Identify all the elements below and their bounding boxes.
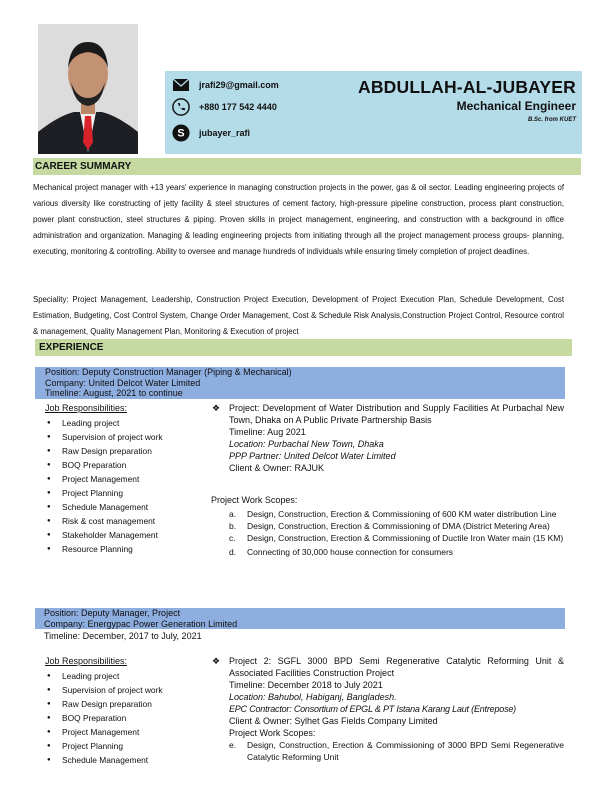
job-2-resp-title: Job Responsibilities:	[45, 656, 128, 666]
list-item: ● Stakeholder Management	[45, 528, 210, 542]
job-1-project-title: Project: Development of Water Distribution and Supply Facilities At Purbachal New Town, Dhaka on A Public Private Partnership Basis	[229, 403, 564, 425]
scope-item: c. Design, Construction, Erection & Commissioning of Ductile Iron Water main (15 KM)	[229, 533, 564, 543]
diamond-bullet-icon: ❖	[212, 403, 221, 413]
job-2-timeline: Timeline: December, 2017 to July, 2021	[44, 631, 202, 641]
skype-icon	[172, 124, 190, 142]
skype-row	[172, 124, 250, 142]
career-summary-heading: CAREER SUMMARY	[33, 158, 581, 175]
job-2-location: Location: Bahubol, Habiganj, Bangladesh.	[229, 692, 397, 702]
job-1-responsibilities	[45, 403, 210, 556]
job-1-location: Location: Purbachal New Town, Dhaka	[229, 439, 384, 449]
scope-item: e. Design, Construction, Erection & Commissioning of 3000 BPD Semi Regenerative Catalytic Reforming Unit	[229, 740, 564, 762]
list-item: ● Supervision of project work	[45, 683, 210, 697]
list-item: ● Project Management	[45, 472, 210, 486]
candidate-role: Mechanical Engineer	[456, 99, 576, 113]
list-item: ● Schedule Management	[45, 753, 210, 767]
scope-item: a. Design, Construction, Erection & Commissioning of 600 KM water distribution Line	[229, 509, 557, 519]
job-2-project-title: Project 2: SGFL 3000 BPD Semi Regenerative Catalytic Reforming Unit & Associated Facilities Construction Project	[229, 656, 564, 678]
email-row	[172, 76, 279, 94]
job-1-client: Client & Owner: RAJUK	[229, 463, 325, 473]
list-item: ● Leading project	[45, 669, 210, 683]
job-1-scopes	[211, 494, 564, 558]
skype-text[interactable]: jubayer_rafi	[199, 128, 251, 138]
header-box	[165, 71, 582, 154]
job-1-header	[35, 367, 565, 399]
diamond-bullet-icon: ❖	[212, 656, 221, 666]
list-item: ● Raw Design preparation	[45, 444, 210, 458]
job-2-responsibilities	[45, 656, 210, 767]
list-item: ● Leading project	[45, 416, 210, 430]
job-1-resp-title: Job Responsibilities:	[45, 403, 128, 413]
list-item: ● BOQ Preparation	[45, 711, 210, 725]
job-2-position: Position: Deputy Manager, Project	[44, 608, 181, 618]
email-text[interactable]: jrafi29@gmail.com	[199, 80, 279, 90]
career-summary-paragraph: Mechanical project manager with +13 years' experience in managing construction projects in the power, gas & oil sector. Leading engineering projects of various diversity like constructing of jetty facility & steel structures of cement factory, high-pressure pipeline construction, process plant construction, power plant construction, steel structures & piping. Proven skills in project management, engineering, and construction with a background in office administration and organization. Managing & leading engineering projects from initiating through all the project management process groups- planning, executing, monitoring & controlling. Ability to oversee and manage hundreds of individuals while ensuring timely completion of project deadlines.	[33, 183, 564, 256]
job-1-project-timeline: Timeline: Aug 2021	[229, 427, 306, 437]
svg-text:S: S	[177, 127, 185, 140]
job-2-company: Company: Energypac Power Generation Limited	[44, 618, 238, 629]
scope-item: d. Connecting of 30,000 house connection for consumers	[229, 547, 454, 557]
job-1-position: Position: Deputy Construction Manager (Piping & Mechanical)	[45, 367, 292, 377]
list-item: ● Project Planning	[45, 739, 210, 753]
job-2-project-timeline: Timeline: December 2018 to July 2021	[229, 680, 383, 690]
job-2-client: Client & Owner: Sylhet Gas Fields Company Limited	[229, 716, 438, 726]
email-icon	[172, 76, 190, 94]
experience-heading: EXPERIENCE	[35, 339, 572, 356]
candidate-degree: B.Sc. from KUET	[527, 117, 576, 123]
list-item: ● Resource Planning	[45, 542, 210, 556]
scope-item: b. Design, Construction, Erection & Commissioning of DMA (District Metering Area)	[229, 521, 550, 531]
job-1-scopes-title: Project Work Scopes:	[211, 495, 298, 505]
job-2-scopes-title: Project Work Scopes:	[229, 728, 316, 738]
speciality-paragraph: Speciality: Project Management, Leadership, Construction Project Execution, Development of Project Execution Plan, Schedule Development, Cost Estimation, Budgeting, Cost Control System, Change Order Management, Cost & Schedule Risk Analysis,Construction Project Control, Resource control & management, Quality Management Plan, Monitoring & Execution of project	[33, 295, 564, 336]
job-1-company: Company: United Delcot Water Limited	[45, 377, 201, 388]
list-item: ● BOQ Preparation	[45, 458, 210, 472]
job-2-header	[35, 608, 565, 629]
job-1-partner: PPP Partner: United Delcot Water Limited	[229, 451, 396, 461]
profile-photo	[38, 24, 138, 154]
job-1-project	[212, 402, 564, 474]
phone-row	[172, 98, 277, 116]
list-item: ● Project Management	[45, 725, 210, 739]
phone-text[interactable]: +880 177 542 4440	[199, 102, 277, 112]
phone-icon	[172, 98, 190, 116]
job-2-project	[212, 655, 564, 763]
list-item: ● Schedule Management	[45, 500, 210, 514]
list-item: ● Supervision of project work	[45, 430, 210, 444]
job-2-partner: EPC Contractor: Consortium of EPGL & PT Istana Karang Laut (Entrepose)	[229, 704, 516, 714]
list-item: ● Risk & cost management	[45, 514, 210, 528]
list-item: ● Raw Design preparation	[45, 697, 210, 711]
job-1-timeline: Timeline: August, 2021 to continue	[45, 388, 183, 398]
list-item: ● Project Planning	[45, 486, 210, 500]
candidate-name: ABDULLAH-AL-JUBAYER	[357, 77, 576, 97]
